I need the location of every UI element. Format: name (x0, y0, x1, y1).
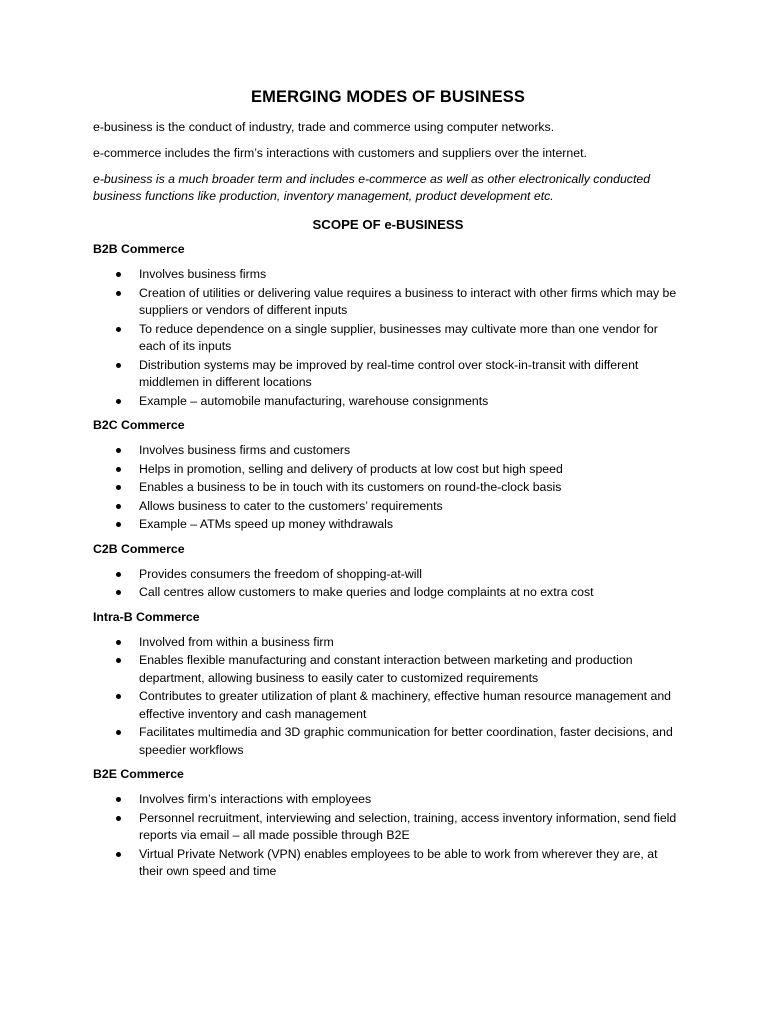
section-b2b-commerce (93, 242, 683, 410)
bullet-dot-icon (116, 363, 121, 368)
intro-paragraph-ebusiness: e-business is the conduct of industry, trade and commerce using computer networks. (93, 120, 555, 134)
list-item (93, 688, 683, 723)
list-item-text: To reduce dependence on a single supplier, businesses may cultivate more than one vendor for each of its inputs (139, 321, 658, 353)
list-item-text: Contributes to greater utilization of plant & machinery, effective human resource management and effective inventory and cash management (139, 689, 672, 721)
list-item-text: Provides consumers the freedom of shopping-at-will (139, 566, 422, 581)
document-title: EMERGING MODES OF BUSINESS (251, 88, 525, 106)
bullet-dot-icon (116, 797, 121, 802)
list-item-text: Allows business to cater to the customers’ requirements (139, 498, 443, 513)
list-item (93, 321, 683, 356)
section-heading: C2B Commerce (93, 541, 185, 556)
bullet-dot-icon (116, 590, 121, 595)
bullet-dot-icon (116, 572, 121, 577)
list-item (93, 479, 683, 497)
list-item (93, 724, 683, 759)
list-item (93, 357, 683, 392)
bullet-dot-icon (116, 485, 121, 490)
list-item (93, 566, 683, 584)
list-item-text: Personnel recruitment, interviewing and selection, training, access inventory information, send field reports via email – all made possible through B2E (139, 810, 677, 842)
list-item (93, 498, 683, 516)
bullet-dot-icon (116, 694, 121, 699)
bullet-list (93, 791, 683, 881)
intro-paragraph-ecommerce: e-commerce includes the firm’s interactions with customers and suppliers over the internet. (93, 146, 587, 160)
bullet-dot-icon (116, 399, 121, 404)
list-item-text: Example – automobile manufacturing, warehouse consignments (139, 393, 489, 408)
bullet-dot-icon (116, 291, 121, 296)
list-item-text: Helps in promotion, selling and delivery of products at low cost but high speed (139, 461, 563, 476)
bullet-dot-icon (116, 467, 121, 472)
list-item (93, 584, 683, 602)
bullet-dot-icon (116, 640, 121, 645)
list-item-text: Creation of utilities or delivering value requires a business to interact with other firms which may be suppliers or vendors of different inputs (139, 285, 677, 317)
bullet-dot-icon (116, 522, 121, 527)
bullet-list (93, 634, 683, 760)
bullet-dot-icon (116, 730, 121, 735)
section-b2c-commerce (93, 418, 683, 534)
section-heading: B2E Commerce (93, 767, 184, 781)
list-item-text: Enables flexible manufacturing and constant interaction between marketing and production department, allowing business to easily cater to customized requirements (139, 653, 633, 685)
bullet-dot-icon (116, 658, 121, 663)
list-item (93, 810, 683, 845)
bullet-dot-icon (116, 852, 121, 857)
bullet-dot-icon (116, 272, 121, 277)
section-b2e-commerce (93, 767, 683, 881)
list-item-text: Involved from within a business firm (139, 634, 334, 649)
list-item (93, 652, 683, 687)
section-intra-b-commerce (93, 610, 683, 760)
section-heading: B2B Commerce (93, 242, 185, 256)
sections-container (93, 242, 683, 881)
list-item-text: Virtual Private Network (VPN) enables employees to be able to work from wherever they are, at their own speed and time (139, 846, 658, 878)
list-item (93, 516, 683, 534)
list-item (93, 634, 683, 652)
list-item-text: Involves business firms and customers (139, 443, 351, 457)
list-item (93, 442, 683, 460)
list-item-text: Example – ATMs speed up money withdrawals (139, 517, 394, 531)
bullet-list (93, 442, 683, 534)
bullet-dot-icon (116, 816, 121, 821)
list-item (93, 846, 683, 881)
section-c2b-commerce (93, 542, 683, 602)
bullet-list (93, 566, 683, 602)
bullet-dot-icon (116, 448, 121, 453)
list-item-text: Facilitates multimedia and 3D graphic communication for better coordination, faster decisions, and speedier workflows (139, 725, 673, 757)
list-item (93, 461, 683, 479)
list-item (93, 791, 683, 809)
section-heading: Intra-B Commerce (93, 609, 200, 624)
list-item-text: Call centres allow customers to make queries and lodge complaints at no extra cost (139, 585, 594, 599)
bullet-dot-icon (116, 327, 121, 332)
list-item-text: Distribution systems may be improved by real-time control over stock-in-transit with different middlemen in different locations (139, 357, 639, 389)
list-item-text: Involves business firms (139, 267, 267, 281)
note-paragraph: e-business is a much broader term and includes e-commerce as well as other electronically conducted business functions like production, inventory management, product development etc. (93, 172, 651, 203)
document-page (93, 88, 683, 889)
list-item (93, 393, 683, 411)
section-heading: B2C Commerce (93, 418, 185, 432)
scope-title: SCOPE OF e-BUSINESS (312, 217, 464, 232)
list-item-text: Involves firm’s interactions with employees (139, 792, 372, 806)
list-item (93, 285, 683, 320)
list-item (93, 266, 683, 284)
bullet-list (93, 266, 683, 410)
list-item-text: Enables a business to be in touch with its customers on round-the-clock basis (139, 480, 562, 494)
bullet-dot-icon (116, 504, 121, 509)
